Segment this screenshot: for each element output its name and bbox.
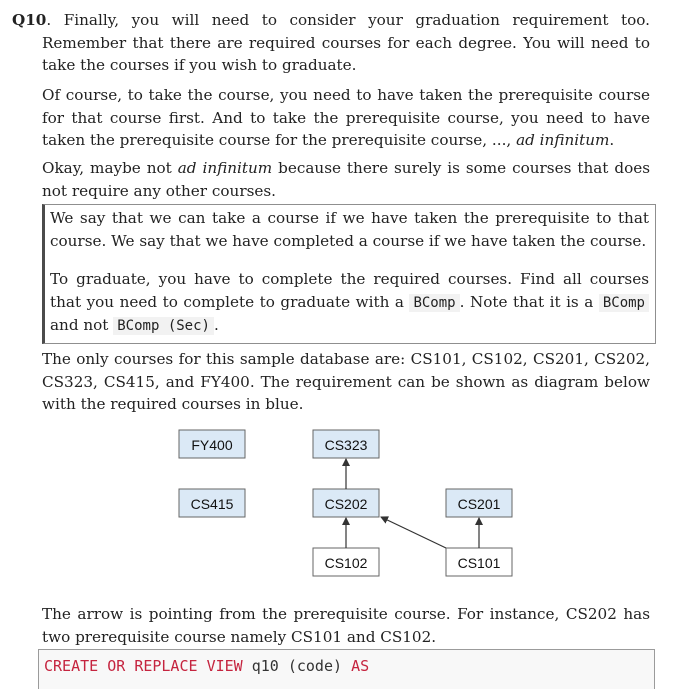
node-cs201 bbox=[446, 489, 512, 517]
task-start: To graduate, you have to complete the required courses. Find all courses that you need to complete to graduate with a bbox=[50, 270, 649, 311]
node-cs202 bbox=[313, 489, 379, 517]
ad-infinitum-emphasis: ad infinitum bbox=[516, 131, 610, 149]
task-end: . bbox=[213, 316, 219, 334]
bcomp-code-1: BComp bbox=[409, 294, 459, 312]
base-case-rest: because there surely is some courses that does not require any other courses. bbox=[42, 159, 650, 200]
node-cs323 bbox=[313, 430, 379, 458]
node-cs415-label: CS415 bbox=[190, 496, 234, 512]
task-and-not: and not bbox=[50, 316, 114, 334]
node-fy400-label: FY400 bbox=[191, 437, 233, 453]
node-cs102 bbox=[313, 548, 379, 576]
prerequisite-diagram bbox=[0, 420, 692, 590]
prerequisite-period: . bbox=[609, 131, 615, 149]
node-fy400 bbox=[179, 430, 245, 458]
ad-infinitum-emphasis-2: ad infinitum bbox=[177, 159, 273, 177]
base-case-start: Okay, maybe not bbox=[42, 159, 178, 177]
keyword-or: OR bbox=[107, 657, 126, 675]
node-cs201-label: CS201 bbox=[457, 496, 501, 512]
keyword-replace: REPLACE bbox=[134, 657, 198, 675]
node-cs102-label: CS102 bbox=[324, 555, 368, 571]
node-cs101-label: CS101 bbox=[457, 555, 501, 571]
node-cs415 bbox=[179, 489, 245, 517]
task-text bbox=[50, 268, 649, 338]
question-intro-text: . Finally, you will need to consider your graduation requirement too. Remember that there are required courses for each degree. You will need to take the courses if you wish to graduate. bbox=[42, 11, 650, 74]
node-cs202-label: CS202 bbox=[324, 496, 368, 512]
keyword-view: VIEW bbox=[206, 657, 243, 675]
sql-code-block bbox=[38, 649, 655, 689]
question-intro bbox=[12, 9, 650, 77]
task-middle: . Note that it is a bbox=[459, 292, 599, 311]
edge-cs101-to-cs202 bbox=[381, 517, 446, 548]
bcomp-code-2: BComp bbox=[599, 294, 649, 312]
definition-callout bbox=[42, 204, 656, 344]
definition-text: We say that we can take a course if we have taken the prerequisite to that course. We say that we have completed a course if we have taken the course. bbox=[50, 209, 649, 250]
keyword-as: AS bbox=[351, 657, 370, 675]
bcomp-sec-code: BComp (Sec) bbox=[113, 317, 214, 335]
question-label: Q10 bbox=[12, 11, 47, 29]
courses-paragraph: The only courses for this sample database are: CS101, CS102, CS201, CS202, CS323, CS415, and FY400. The requirement can be shown as diagram below with the required courses in blue. bbox=[42, 350, 650, 413]
base-case-paragraph bbox=[42, 157, 650, 202]
prerequisite-paragraph bbox=[42, 84, 650, 152]
prerequisite-text: Of course, to take the course, you need to have taken the prerequisite course for that course first. And to take the prerequisite course, you need to have taken the prerequisite course for the prerequisite course, ..., bbox=[42, 86, 650, 149]
view-signature: q10 (code) bbox=[251, 657, 343, 675]
node-cs323-label: CS323 bbox=[324, 437, 368, 453]
arrow-explanation: The arrow is pointing from the prerequisite course. For instance, CS202 has two prerequisite course namely CS101 and CS102. bbox=[42, 605, 650, 646]
node-cs101 bbox=[446, 548, 512, 576]
keyword-create: CREATE bbox=[44, 657, 99, 675]
